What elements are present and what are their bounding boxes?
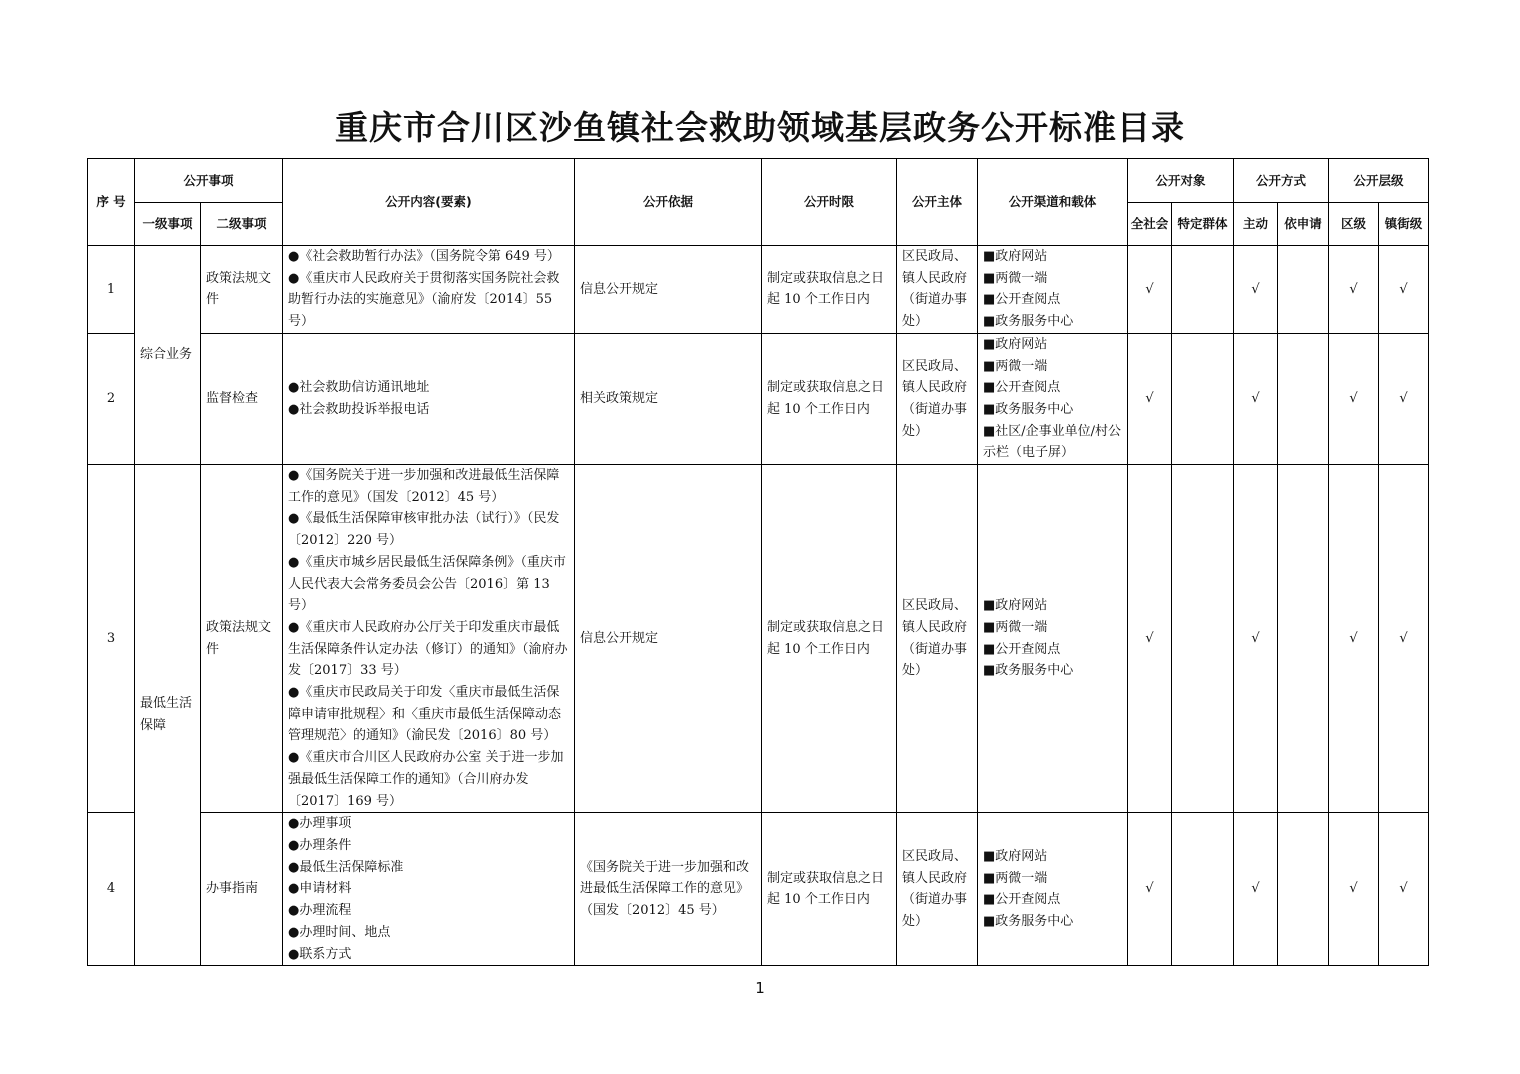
seq-cell: 3: [88, 465, 135, 813]
check-level-town: √: [1379, 333, 1429, 464]
check-level-district: √: [1329, 465, 1379, 813]
header-deadline: 公开时限: [762, 159, 897, 246]
content-item: ●办理条件: [288, 837, 352, 853]
channel-cell: [978, 465, 1128, 813]
deadline-cell: 制定或获取信息之日起 10 个工作日内: [762, 465, 897, 813]
channel-item: ■政府网站: [983, 598, 1048, 614]
check-target-all: √: [1128, 333, 1172, 464]
content-item: ●《重庆市合川区人民政府办公室 关于进一步加强最低生活保障工作的通知》（合川府办发〔2017〕169 号）: [288, 750, 564, 809]
check-method-active: √: [1234, 465, 1278, 813]
level2-cell: 监督检查: [201, 333, 283, 464]
header-level-town: 镇街级: [1379, 203, 1429, 246]
header-method-apply: 依申请: [1278, 203, 1329, 246]
check-level-town: √: [1379, 813, 1429, 966]
check-method-apply: [1278, 333, 1329, 464]
content-item: ●办理时间、地点: [288, 924, 391, 940]
header-basis: 公开依据: [575, 159, 762, 246]
content-item: ●《最低生活保障审核审批办法（试行）》（民发〔2012〕220 号）: [288, 511, 560, 549]
basis-cell: 相关政策规定: [575, 333, 762, 464]
table-row: [88, 333, 1429, 464]
header-method: 公开方式: [1234, 159, 1329, 203]
check-method-active: √: [1234, 333, 1278, 464]
content-cell: [283, 813, 575, 966]
channel-item: ■两微一端: [983, 870, 1048, 886]
content-cell: [283, 246, 575, 334]
check-target-special: [1172, 465, 1234, 813]
header-level-district: 区级: [1329, 203, 1379, 246]
content-item: ●《重庆市民政局关于印发〈重庆市最低生活保障申请审批规程〉和〈重庆市最低生活保障动态管理规范〉的通知》（渝民发〔2016〕80 号）: [288, 685, 562, 744]
header-item: 公开事项: [135, 159, 283, 203]
catalog-table: [87, 158, 1429, 966]
content-item: ●申请材料: [288, 881, 352, 897]
header-level2: 二级事项: [201, 203, 283, 246]
channel-item: ■公开查阅点: [983, 380, 1061, 396]
table-row: [88, 465, 1429, 813]
header-level: 公开层级: [1329, 159, 1429, 203]
channel-item: ■两微一端: [983, 619, 1048, 635]
channel-item: ■政务服务中心: [983, 314, 1074, 330]
channel-item: ■社区/企事业单位/村公示栏（电子屏）: [983, 423, 1122, 461]
table-header: [88, 159, 1429, 246]
channel-item: ■政务服务中心: [983, 913, 1074, 929]
content-item: ●联系方式: [288, 946, 352, 962]
channel-cell: [978, 246, 1128, 334]
content-item: ●最低生活保障标准: [288, 859, 404, 875]
check-target-all: √: [1128, 465, 1172, 813]
subject-cell: 区民政局、镇人民政府（街道办事处）: [897, 465, 978, 813]
channel-item: ■两微一端: [983, 358, 1048, 374]
subject-cell: 区民政局、镇人民政府（街道办事处）: [897, 246, 978, 334]
content-item: ●社会救助信访通讯地址: [288, 380, 430, 396]
check-level-town: √: [1379, 246, 1429, 334]
level2-cell: 政策法规文件: [201, 465, 283, 813]
content-item: ●《重庆市人民政府办公厅关于印发重庆市最低生活保障条件认定办法（修订）的通知》（渝府办发〔2017〕33 号）: [288, 619, 568, 679]
header-channel: 公开渠道和载体: [978, 159, 1128, 246]
content-item: ●办理事项: [288, 816, 352, 832]
check-target-all: √: [1128, 246, 1172, 334]
channel-cell: [978, 333, 1128, 464]
level2-cell: 政策法规文件: [201, 246, 283, 334]
check-method-active: √: [1234, 813, 1278, 966]
header-target: 公开对象: [1128, 159, 1234, 203]
content-item: ●办理流程: [288, 903, 352, 919]
level2-cell: 办事指南: [201, 813, 283, 966]
content-item: ●《国务院关于进一步加强和改进最低生活保障工作的意见》（国发〔2012〕45 号）: [288, 468, 560, 505]
page-number: 1: [755, 979, 765, 997]
channel-item: ■公开查阅点: [983, 292, 1061, 308]
deadline-cell: 制定或获取信息之日起 10 个工作日内: [762, 813, 897, 966]
basis-cell: 《国务院关于进一步加强和改进最低生活保障工作的意见》（国发〔2012〕45 号）: [575, 813, 762, 966]
table-row: [88, 813, 1429, 966]
seq-cell: 4: [88, 813, 135, 966]
check-method-active: √: [1234, 246, 1278, 334]
check-method-apply: [1278, 465, 1329, 813]
header-seq: 序 号: [88, 159, 135, 246]
channel-item: ■政府网站: [983, 249, 1048, 264]
header-target-special: 特定群体: [1172, 203, 1234, 246]
content-cell: [283, 333, 575, 464]
check-target-special: [1172, 246, 1234, 334]
check-method-apply: [1278, 813, 1329, 966]
header-level1: 一级事项: [135, 203, 201, 246]
basis-cell: 信息公开规定: [575, 465, 762, 813]
content-item: ●《社会救助暂行办法》（国务院令第 649 号）: [288, 249, 560, 264]
channel-item: ■政务服务中心: [983, 663, 1074, 679]
seq-cell: 2: [88, 333, 135, 464]
check-target-special: [1172, 813, 1234, 966]
content-item: ●《重庆市城乡居民最低生活保障条例》（重庆市人民代表大会常务委员会公告〔2016〕第 13 号）: [288, 554, 566, 614]
content-cell: [283, 465, 575, 813]
header-target-all: 全社会: [1128, 203, 1172, 246]
header-content: 公开内容(要素): [283, 159, 575, 246]
content-item: ●社会救助投诉举报电话: [288, 401, 430, 417]
channel-item: ■政府网站: [983, 848, 1048, 864]
check-level-district: √: [1329, 246, 1379, 334]
table-row: [88, 246, 1429, 334]
check-target-all: √: [1128, 813, 1172, 966]
check-level-district: √: [1329, 813, 1379, 966]
channel-item: ■政府网站: [983, 336, 1048, 352]
check-method-apply: [1278, 246, 1329, 334]
channel-item: ■公开查阅点: [983, 641, 1061, 657]
header-method-active: 主动: [1234, 203, 1278, 246]
level1-cell: 综合业务: [135, 246, 201, 465]
check-target-special: [1172, 333, 1234, 464]
check-level-town: √: [1379, 465, 1429, 813]
deadline-cell: 制定或获取信息之日起 10 个工作日内: [762, 333, 897, 464]
channel-item: ■两微一端: [983, 270, 1048, 286]
basis-cell: 信息公开规定: [575, 246, 762, 334]
content-item: ●《重庆市人民政府关于贯彻落实国务院社会救助暂行办法的实施意见》（渝府发〔2014〕55 号）: [288, 270, 560, 330]
seq-cell: 1: [88, 246, 135, 334]
channel-item: ■政务服务中心: [983, 401, 1074, 417]
channel-cell: [978, 813, 1128, 966]
channel-item: ■公开查阅点: [983, 892, 1061, 908]
level1-cell: 最低生活保障: [135, 465, 201, 966]
deadline-cell: 制定或获取信息之日起 10 个工作日内: [762, 246, 897, 334]
subject-cell: 区民政局、镇人民政府（街道办事处）: [897, 813, 978, 966]
header-subject: 公开主体: [897, 159, 978, 246]
subject-cell: 区民政局、镇人民政府（街道办事处）: [897, 333, 978, 464]
page-title: 重庆市合川区沙鱼镇社会救助领域基层政务公开标准目录: [335, 108, 1185, 147]
check-level-district: √: [1329, 333, 1379, 464]
